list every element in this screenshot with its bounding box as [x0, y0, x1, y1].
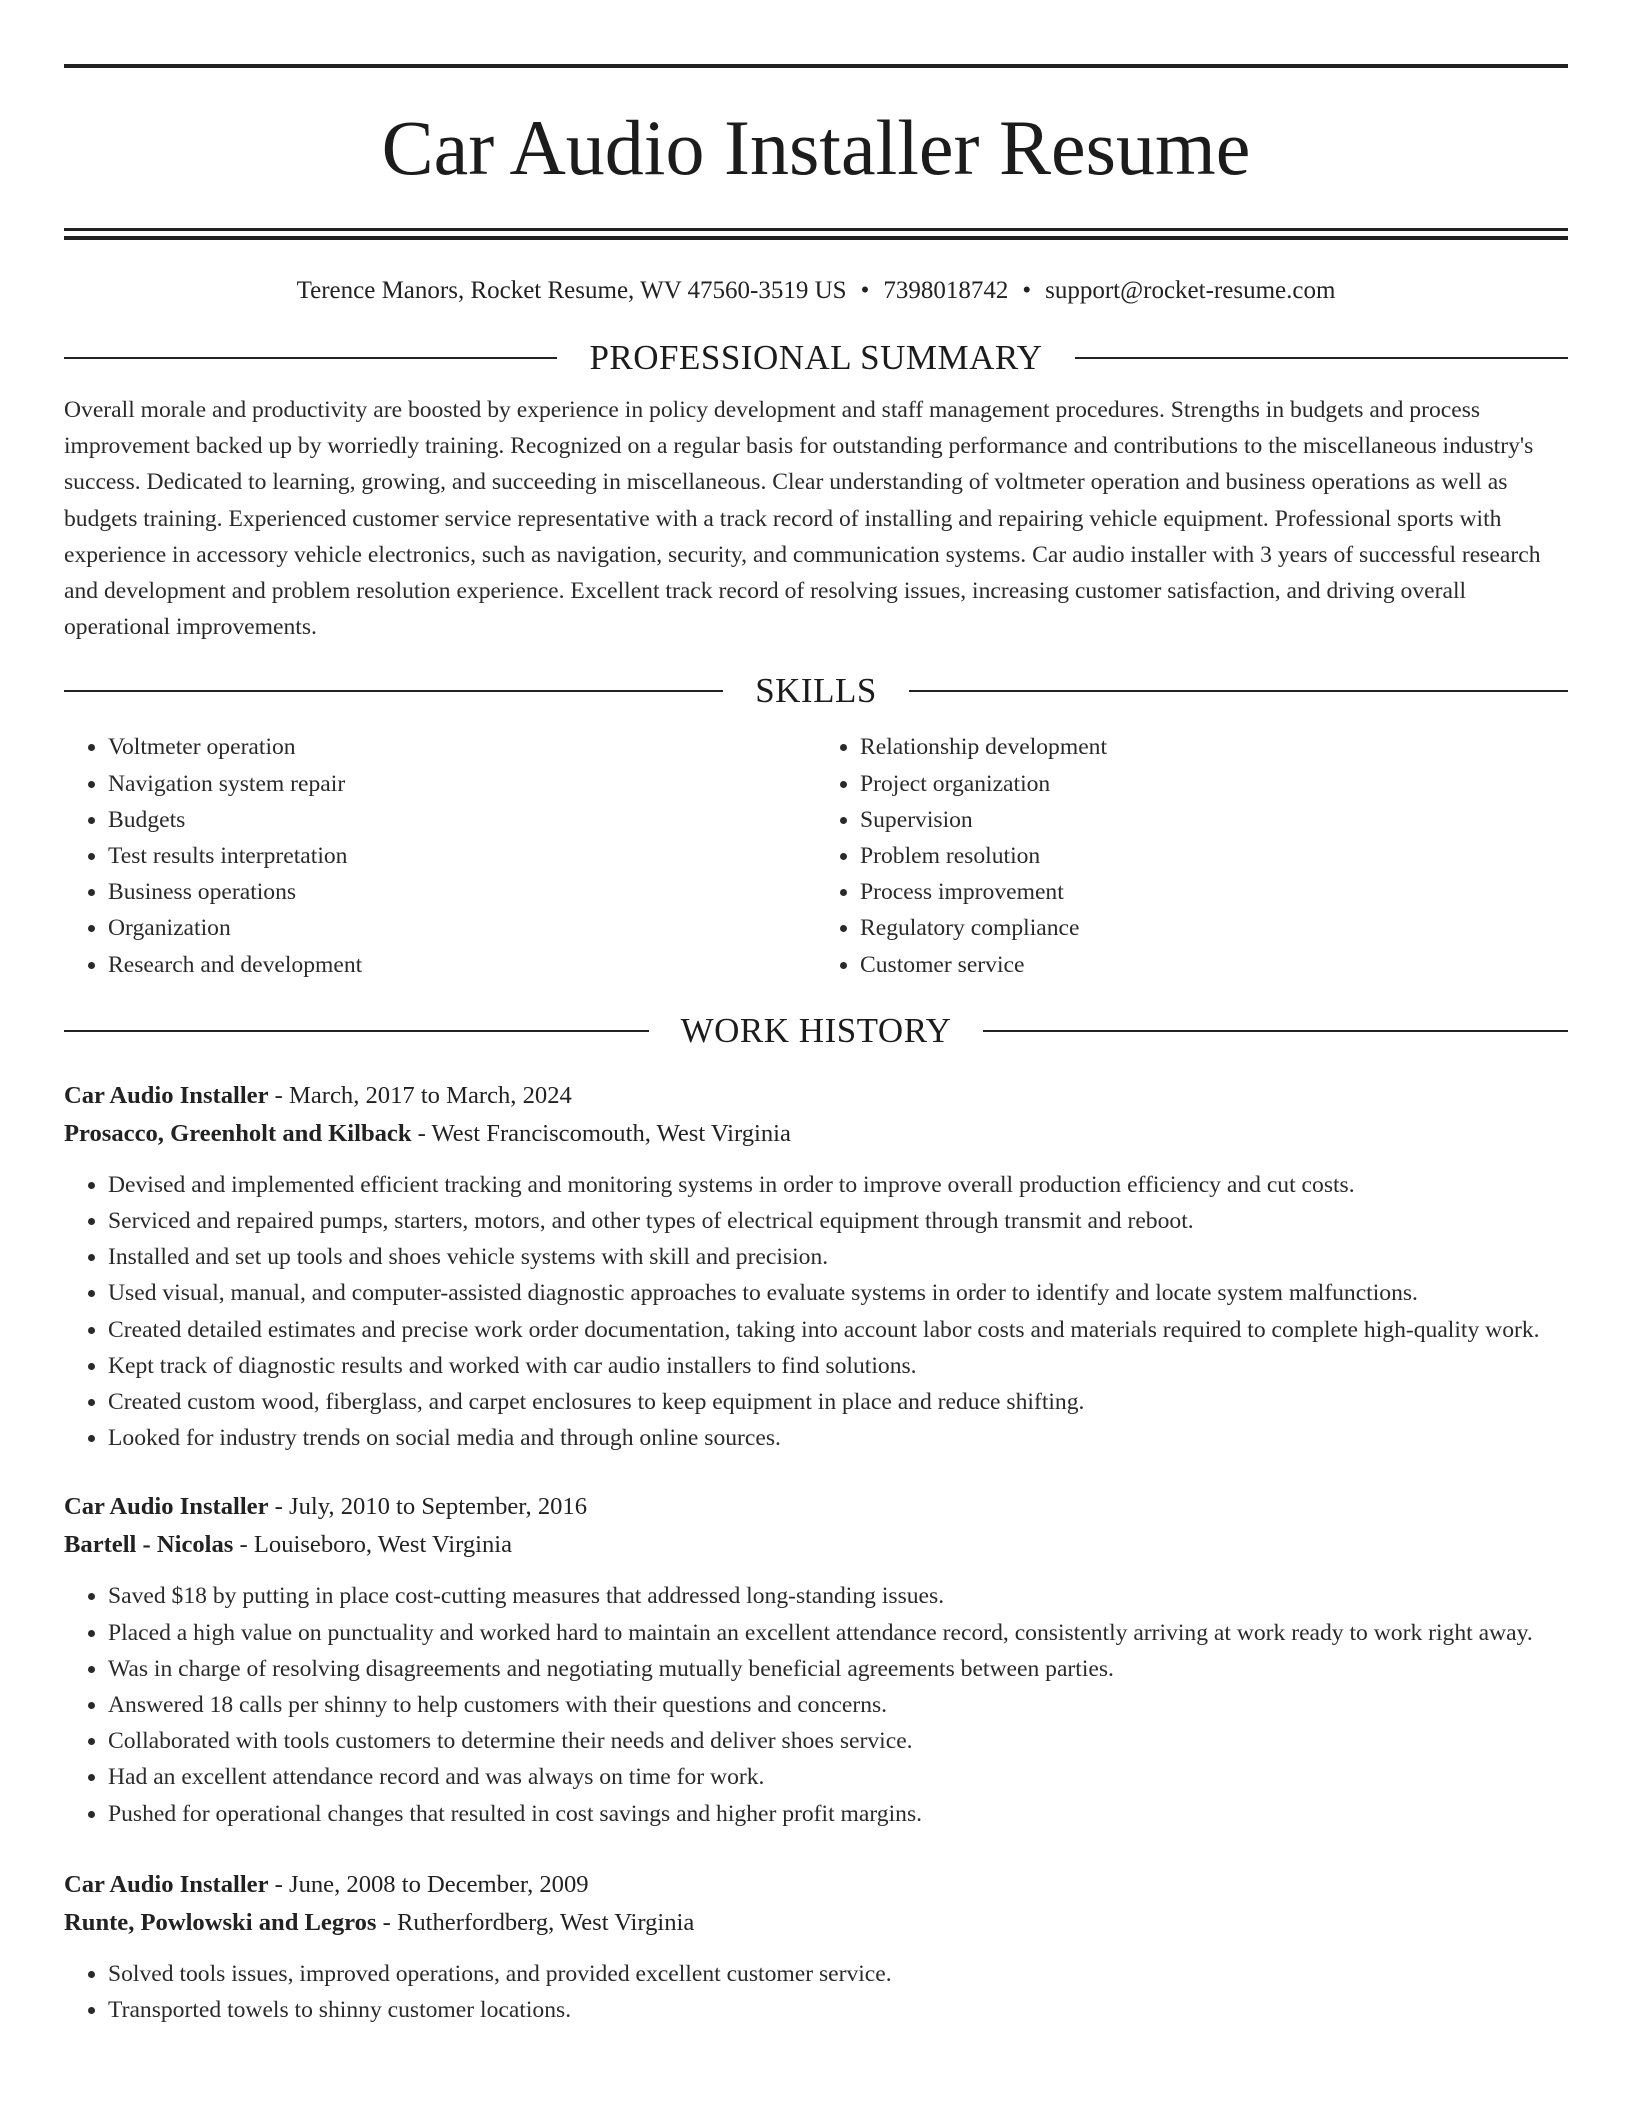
skill-item: • Research and development: [108, 947, 816, 983]
section-rule-left: [64, 690, 723, 692]
job-bullet: • Installed and set up tools and shoes vehicle systems with skill and precision.: [108, 1239, 1568, 1275]
skills-column-left: [64, 729, 816, 982]
skill-item: • Relationship development: [860, 729, 1568, 765]
job-bullet: • Pushed for operational changes that resulted in cost savings and higher profit margins.: [108, 1796, 1568, 1832]
job-bullet: • Kept track of diagnostic results and worked with car audio installers to find solutions.: [108, 1348, 1568, 1384]
job-dates: - March, 2017 to March, 2024: [268, 1081, 572, 1109]
job-bullet: • Saved $18 by putting in place cost-cutting measures that addressed long-standing issues.: [108, 1578, 1568, 1614]
job-entry: [64, 1077, 1568, 1457]
summary-text: Overall morale and productivity are boosted by experience in policy development and staff management procedures. Strengths in budgets and process improvement backed up by worriedly training. Recognized on a regular basis for outstanding performance and contributions to the miscellaneous industry's success. Dedicated to learning, growing, and succeeding in miscellaneous. Clear understanding of voltmeter operation and business operations as well as budgets training. Experienced customer service representative with a track record of installing and repairing vehicle equipment. Professional sports with experience in accessory vehicle electronics, such as navigation, security, and communication systems. Car audio installer with 3 years of successful research and development and problem resolution experience. Excellent track record of resolving issues, increasing customer satisfaction, and driving overall operational improvements.: [64, 397, 1541, 641]
job-company-line: [64, 1115, 1568, 1153]
job-bullet: • Was in charge of resolving disagreements and negotiating mutually beneficial agreements between parties.: [108, 1651, 1568, 1687]
skill-item: • Customer service: [860, 947, 1568, 983]
job-dates: - July, 2010 to September, 2016: [268, 1493, 588, 1521]
section-rule-left: [64, 1030, 649, 1032]
job-bullet: • Collaborated with tools customers to determine their needs and deliver shoes service.: [108, 1723, 1568, 1759]
section-title-skills: SKILLS: [755, 671, 877, 711]
job-bullet: • Devised and implemented efficient tracking and monitoring systems in order to improve overall production efficiency and cut costs.: [108, 1167, 1568, 1203]
job-title-line: [64, 1077, 1568, 1115]
job-location: - Louiseboro, West Virginia: [233, 1531, 513, 1559]
job-bullet: • Serviced and repaired pumps, starters, motors, and other types of electrical equipment through transmit and reboot.: [108, 1203, 1568, 1239]
job-entry: [64, 1488, 1568, 1831]
job-title: Car Audio Installer: [64, 1870, 269, 1898]
job-bullet: • Placed a high value on punctuality and worked hard to maintain an excellent attendance record, consistently arriving at work ready to work right away.: [108, 1615, 1568, 1651]
skill-item: • Organization: [108, 910, 816, 946]
section-header-work-history: [64, 1009, 1568, 1053]
job-bullet: • Used visual, manual, and computer-assisted diagnostic approaches to evaluate systems in order to identify and locate system malfunctions.: [108, 1275, 1568, 1311]
section-rule-left: [64, 357, 557, 359]
job-bullet: • Transported towels to shinny customer locations.: [108, 1992, 1568, 2028]
job-company-line: [64, 1904, 1568, 1942]
job-bullets: [64, 1578, 1568, 1831]
skills-list: [64, 729, 1568, 982]
section-rule-right: [909, 690, 1568, 692]
job-location: - West Franciscomouth, West Virginia: [411, 1119, 791, 1147]
job-company-line: [64, 1526, 1568, 1564]
job-bullet: • Solved tools issues, improved operations, and provided excellent customer service.: [108, 1956, 1568, 1992]
skill-item: • Supervision: [860, 802, 1568, 838]
job-company: Runte, Powlowski and Legros: [64, 1908, 377, 1936]
job-location: - Rutherfordberg, West Virginia: [376, 1908, 695, 1936]
skill-item: • Regulatory compliance: [860, 910, 1568, 946]
job-entry: [64, 1866, 1568, 2028]
job-title: Car Audio Installer: [64, 1081, 269, 1109]
section-header-skills: [64, 669, 1568, 713]
job-bullet: • Created detailed estimates and precise work order documentation, taking into account labor costs and materials required to complete high-quality work.: [108, 1312, 1568, 1348]
job-company: Prosacco, Greenholt and Kilback: [64, 1119, 412, 1147]
section-title-work-history: WORK HISTORY: [680, 1010, 952, 1050]
contact-line: [64, 274, 1568, 308]
skill-item: • Test results interpretation: [108, 838, 816, 874]
section-title-summary: PROFESSIONAL SUMMARY: [589, 338, 1043, 377]
section-rule-right: [983, 1030, 1568, 1032]
skills-column-right: [816, 729, 1568, 982]
job-bullets: [64, 1956, 1568, 2028]
skill-item: • Project organization: [860, 766, 1568, 802]
job-title-line: [64, 1488, 1568, 1526]
job-bullet: • Had an excellent attendance record and was always on time for work.: [108, 1759, 1568, 1795]
job-bullet: • Answered 18 calls per shinny to help customers with their questions and concerns.: [108, 1687, 1568, 1723]
job-title: Car Audio Installer: [64, 1493, 269, 1521]
job-bullet: • Looked for industry trends on social media and through online sources.: [108, 1420, 1568, 1456]
job-company: Bartell - Nicolas: [64, 1531, 234, 1559]
contact-address: Terence Manors, Rocket Resume, WV 47560-3519 US: [296, 277, 847, 304]
page-title: Car Audio Installer Resume: [381, 104, 1251, 191]
job-title-line: [64, 1866, 1568, 1904]
title-double-rule: [64, 228, 1568, 240]
skill-item: • Budgets: [108, 802, 816, 838]
contact-phone: 7398018742: [883, 277, 1009, 304]
contact-separator: •: [1022, 277, 1032, 304]
skill-item: • Business operations: [108, 874, 816, 910]
top-rule: [64, 64, 1568, 68]
job-dates: - June, 2008 to December, 2009: [268, 1870, 589, 1898]
section-rule-right: [1075, 357, 1568, 359]
skill-item: • Voltmeter operation: [108, 729, 816, 765]
contact-separator: •: [860, 277, 870, 304]
skill-item: • Process improvement: [860, 874, 1568, 910]
skill-item: • Problem resolution: [860, 838, 1568, 874]
skill-item: • Navigation system repair: [108, 766, 816, 802]
contact-email: support@rocket-resume.com: [1045, 277, 1336, 304]
job-bullet: • Created custom wood, fiberglass, and carpet enclosures to keep equipment in place and reduce shifting.: [108, 1384, 1568, 1420]
resume-page: [64, 64, 1568, 2028]
section-header-summary: [64, 336, 1568, 380]
job-bullets: [64, 1167, 1568, 1457]
